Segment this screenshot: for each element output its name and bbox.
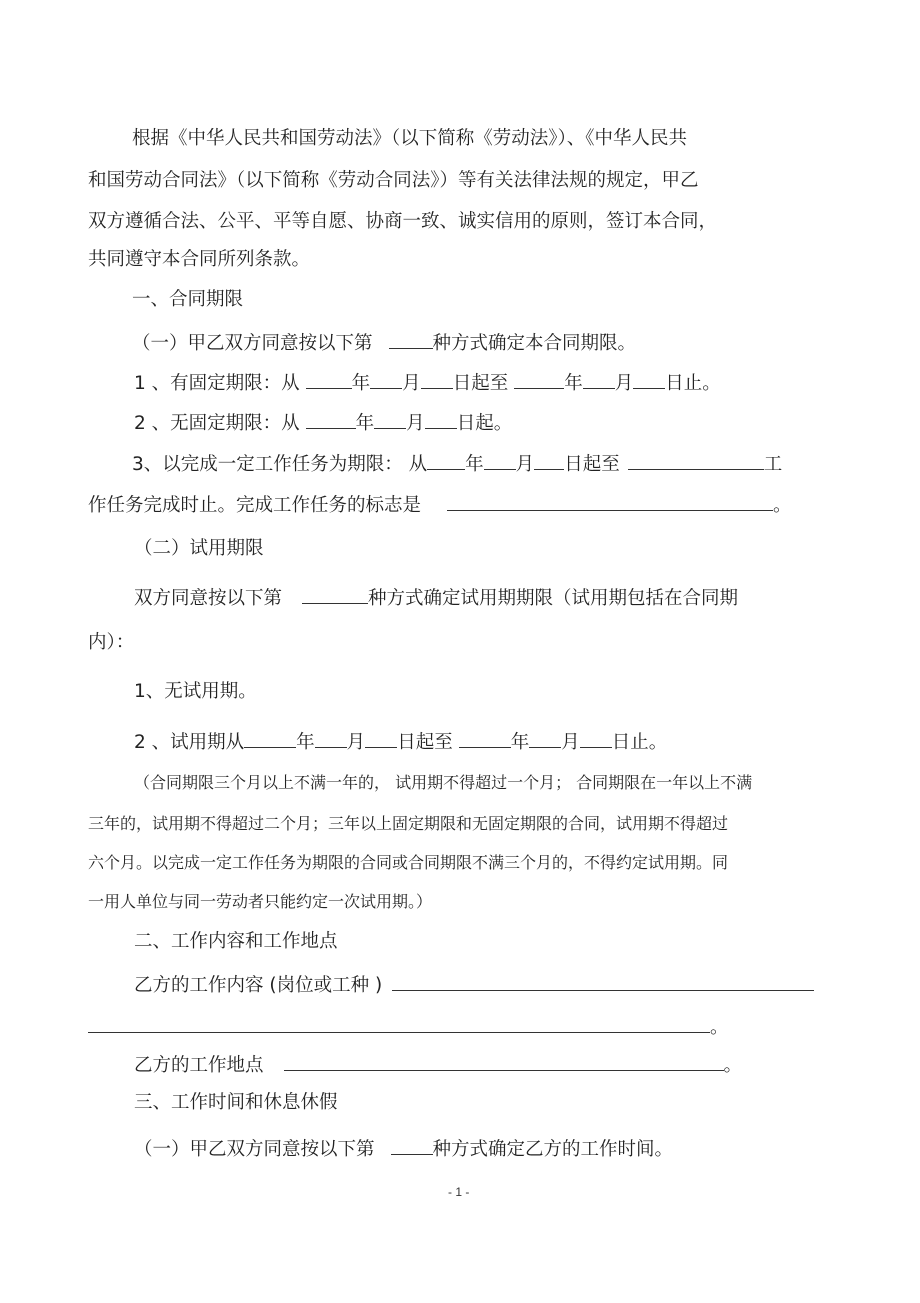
- task-mark-blank[interactable]: [447, 493, 773, 511]
- task-end-blank[interactable]: [628, 452, 764, 470]
- task-start-month-blank[interactable]: [484, 452, 516, 470]
- open-term-line: 2 、无固定期限：从 年 月 日起。: [134, 413, 513, 434]
- intro-line-4: 共同遵守本合同所列条款。: [88, 249, 311, 270]
- term-method-line: （一）甲乙双方同意按以下第 种方式确定本合同期限。: [132, 333, 637, 354]
- intro-line-2: 和国劳动合同法》（以下简称《劳动合同法》）等有关法律法规的规定，甲乙: [88, 170, 699, 191]
- task-mark-line: 作任务完成时止。完成工作任务的标志是 。: [88, 495, 792, 516]
- trial-period-line: 2 、试用期从 年 月 日起至 年 月 日止。: [134, 732, 668, 753]
- task-term-line: 3、以完成一定工作任务为期限： 从 年 月 日起至 工: [132, 454, 783, 475]
- task-start-day-blank[interactable]: [534, 452, 564, 470]
- section-heading-work: 二、工作内容和工作地点: [134, 931, 338, 952]
- section-heading-term: 一、合同期限: [132, 289, 244, 310]
- trial-method-line-2: 内）：: [88, 632, 135, 653]
- trial-method-line: 双方同意按以下第 种方式确定试用期期限（试用期包括在合同期: [134, 588, 739, 609]
- work-content-line-2: 。: [88, 1015, 729, 1038]
- trial-note-line-3: 六个月。以完成一定工作任务为期限的合同或合同期限不满三个月的，不得约定试用期。同: [88, 853, 729, 872]
- work-hours-method-line: （一）甲乙双方同意按以下第 种方式确定乙方的工作时间。: [134, 1139, 674, 1160]
- trial-note-line-2: 三年的，试用期不得超过二个月；三年以上固定期限和无固定期限的合同，试用期不得超过: [88, 814, 729, 833]
- fixed-term-line: 1 、有固定期限：从 年 月 日起至 年 月 日止。: [134, 373, 721, 394]
- fixed-start-year-blank[interactable]: [306, 371, 352, 389]
- work-content-blank-2[interactable]: [88, 1015, 710, 1033]
- page-number: - 1 -: [448, 1185, 470, 1199]
- trial-start-year-blank[interactable]: [244, 730, 296, 748]
- fixed-start-month-blank[interactable]: [370, 371, 402, 389]
- work-content-line: 乙方的工作内容 (岗位或工种 ): [134, 973, 814, 996]
- trial-end-year-blank[interactable]: [459, 730, 511, 748]
- fixed-end-month-blank[interactable]: [583, 371, 615, 389]
- intro-line-3: 双方遵循合法、公平、平等自愿、协商一致、诚实信用的原则，签订本合同，: [88, 211, 718, 232]
- task-start-year-blank[interactable]: [427, 452, 465, 470]
- trial-note-line-4: 一用人单位与同一劳动者只能约定一次试用期。）: [88, 892, 433, 911]
- work-place-line: 乙方的工作地点 。: [134, 1055, 743, 1076]
- open-start-year-blank[interactable]: [306, 411, 356, 429]
- trial-heading: （二）试用期限: [134, 538, 264, 559]
- work-hours-method-blank[interactable]: [391, 1137, 433, 1155]
- trial-method-blank[interactable]: [302, 586, 368, 604]
- open-start-day-blank[interactable]: [425, 411, 457, 429]
- fixed-start-day-blank[interactable]: [421, 371, 453, 389]
- trial-start-month-blank[interactable]: [315, 730, 347, 748]
- work-place-blank[interactable]: [284, 1053, 724, 1071]
- fixed-end-day-blank[interactable]: [633, 371, 665, 389]
- term-method-blank[interactable]: [389, 331, 433, 349]
- section-heading-hours: 三、工作时间和休息休假: [134, 1092, 338, 1113]
- no-trial-line: 1、无试用期。: [134, 681, 257, 702]
- trial-start-day-blank[interactable]: [365, 730, 397, 748]
- trial-end-day-blank[interactable]: [580, 730, 612, 748]
- open-start-month-blank[interactable]: [374, 411, 406, 429]
- work-content-blank[interactable]: [392, 973, 814, 991]
- trial-note-line-1: （合同期限三个月以上不满一年的， 试用期不得超过一个月； 合同期限在一年以上不满: [134, 773, 753, 792]
- intro-line-1: 根据《中华人民共和国劳动法》（以下简称《劳动法》）、《中华人民共: [132, 128, 688, 149]
- fixed-end-year-blank[interactable]: [514, 371, 564, 389]
- trial-end-month-blank[interactable]: [529, 730, 561, 748]
